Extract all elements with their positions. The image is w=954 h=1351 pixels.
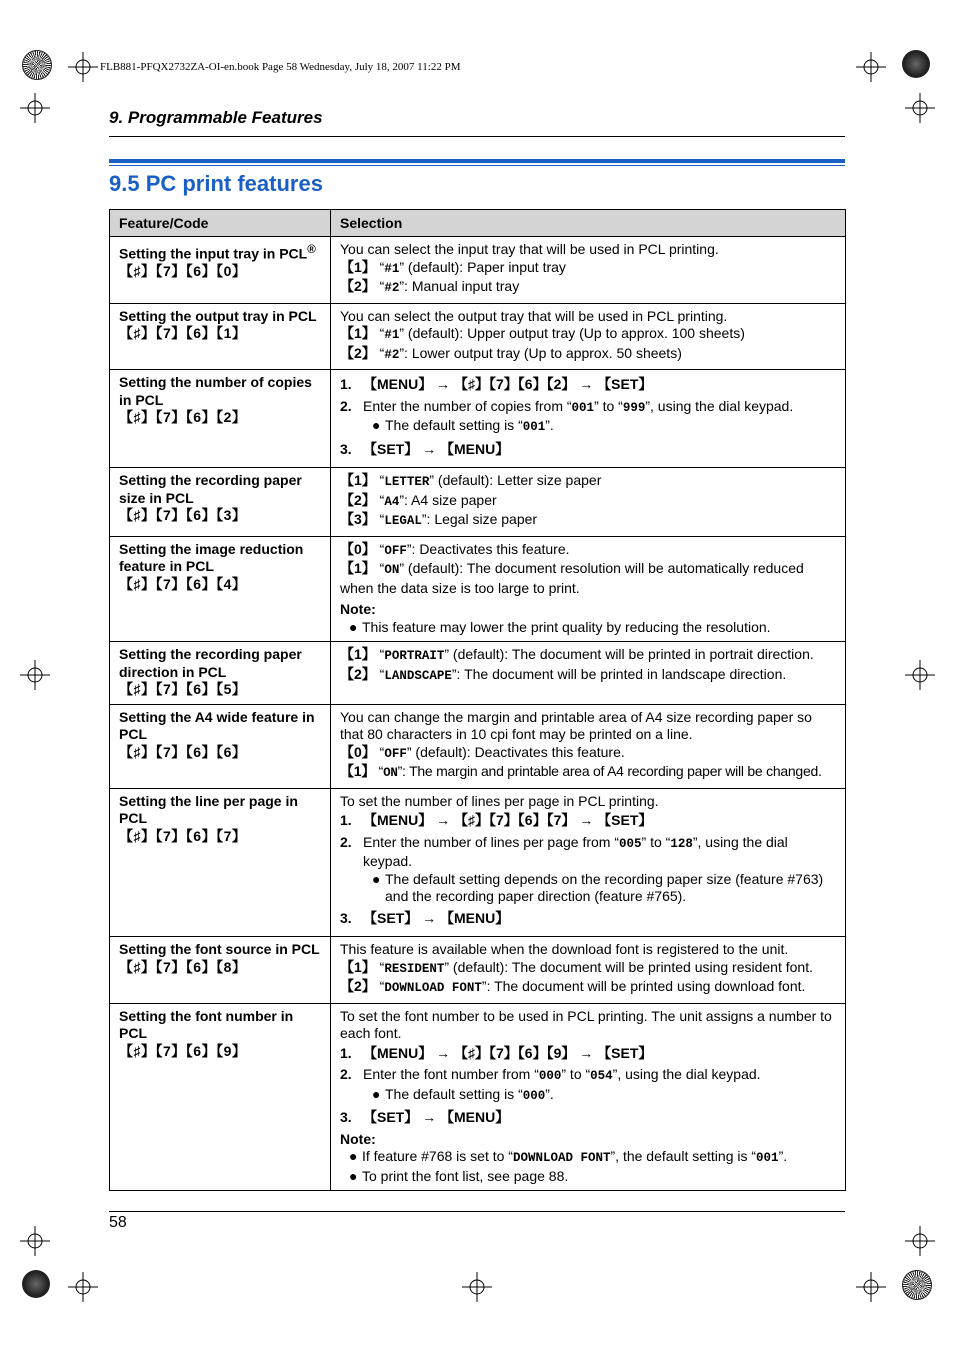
- step-list: [340, 812, 836, 927]
- registration-disc-icon: [902, 50, 930, 78]
- table-row: [110, 937, 846, 1004]
- option-line: 【0】 “OFF”: Deactivates this feature.: [340, 540, 570, 558]
- feature-code: 【♯】【7】【6】【6】: [119, 743, 247, 760]
- selection-cell: [331, 642, 846, 705]
- page-number: 58: [109, 1214, 127, 1231]
- section-title: 9.5 PC print features: [109, 171, 323, 196]
- option-line: 【2】 “DOWNLOAD FONT”: The document will be printed using download font.: [340, 978, 806, 995]
- feature-name: Setting the input tray in PCL: [119, 245, 308, 262]
- selection-cell: [331, 788, 846, 937]
- feature-cell: [110, 704, 331, 788]
- crosshair-mark-icon: [905, 1226, 935, 1256]
- option-line: 【3】 “LEGAL”: Legal size paper: [340, 511, 538, 528]
- selection-intro: This feature is available when the download font is registered to the unit.: [340, 941, 789, 957]
- bullet-icon: ●: [349, 1148, 358, 1164]
- feature-cell: [110, 937, 331, 1004]
- feature-cell: [110, 788, 331, 937]
- table-row: [110, 536, 846, 642]
- selection-cell: [331, 370, 846, 468]
- option-line: 【1】 “ON” (default): The document resolution will be automatically reduced when the data size is too large to print.: [340, 560, 804, 596]
- crosshair-mark-icon: [462, 1272, 492, 1302]
- section-bar: [109, 159, 845, 163]
- column-header-selection: Selection: [331, 210, 846, 237]
- step-item: 2. Enter the number of lines per page from “005” to “128”, using the dial keypad. ● The default setting depends on the recording paper size (feature #763) and the recording paper direction (feature #765).: [340, 834, 836, 906]
- step-item: 3. 【SET】 → 【MENU】: [340, 440, 510, 457]
- registration-disc-icon: [22, 50, 52, 80]
- feature-cell: [110, 237, 331, 304]
- crosshair-mark-icon: [68, 1272, 98, 1302]
- chapter-title: 9. Programmable Features: [109, 108, 323, 127]
- option-line: 【2】 “#2”: Lower output tray (Up to approx. 50 sheets): [340, 344, 682, 362]
- step-list: [340, 1045, 836, 1127]
- section-bar-thin: [109, 165, 845, 166]
- features-table: [109, 209, 846, 1191]
- arrow-right-icon: →: [436, 376, 451, 392]
- table-row: [110, 788, 846, 937]
- feature-name: Setting the recording paper direction in PCL: [119, 646, 302, 680]
- table-row: [110, 303, 846, 370]
- step-item: 2. Enter the font number from “000” to “054”, using the dial keypad. ● The default setting is “000”.: [340, 1066, 836, 1105]
- selection-cell: [331, 237, 846, 304]
- table-row: [110, 468, 846, 537]
- arrow-right-icon: →: [422, 909, 437, 926]
- step-list: [340, 376, 836, 458]
- feature-cell: [110, 1003, 331, 1191]
- selection-cell: [331, 937, 846, 1004]
- feature-code: 【♯】【7】【6】【7】: [119, 827, 247, 844]
- selection-cell: [331, 1003, 846, 1191]
- footer-rule: [109, 1211, 845, 1212]
- arrow-right-icon: →: [422, 440, 437, 457]
- arrow-right-icon: →: [579, 1044, 594, 1061]
- arrow-right-icon: →: [579, 376, 594, 392]
- table-row: [110, 237, 846, 304]
- option-line: 【1】 “LETTER” (default): Letter size paper: [340, 472, 602, 489]
- crosshair-mark-icon: [905, 93, 935, 123]
- crosshair-mark-icon: [905, 660, 935, 690]
- selection-intro: You can change the margin and printable area of A4 size recording paper so that 80 characters in 10 cpi font may be printed on a line.: [340, 708, 812, 742]
- arrow-right-icon: →: [436, 812, 451, 828]
- note-title: Note:: [340, 1130, 376, 1147]
- table-row: [110, 642, 846, 705]
- feature-code: 【♯】【7】【6】【8】: [119, 958, 247, 975]
- selection-intro: You can select the output tray that will be used in PCL printing.: [340, 307, 728, 324]
- table-row: [110, 704, 846, 788]
- option-line: 【2】 “#2”: Manual input tray: [340, 278, 520, 295]
- table-header-row: [110, 210, 846, 237]
- option-line: 【1】 “ON”: The margin and printable area of A4 recording paper will be changed.: [340, 763, 822, 780]
- table-row: [110, 1003, 846, 1191]
- feature-name: Setting the output tray in PCL: [119, 307, 317, 324]
- feature-code: 【♯】【7】【6】【3】: [119, 507, 247, 523]
- selection-cell: [331, 468, 846, 537]
- bullet-item: ● The default setting is “001”.: [372, 417, 554, 434]
- selection-intro: To set the font number to be used in PCL printing. The unit assigns a number to each font.: [340, 1007, 832, 1041]
- feature-cell: [110, 536, 331, 642]
- table-row: [110, 370, 846, 468]
- option-line: 【2】 “A4”: A4 size paper: [340, 491, 497, 509]
- feature-cell: [110, 303, 331, 370]
- crosshair-mark-icon: [20, 1226, 50, 1256]
- crosshair-mark-icon: [856, 52, 886, 82]
- option-line: 【2】 “LANDSCAPE”: The document will be printed in landscape direction.: [340, 665, 787, 683]
- bullet-icon: ●: [372, 1085, 381, 1102]
- step-item: 2. Enter the number of copies from “001” to “999”, using the dial keypad. ● The default setting is “001”.: [340, 398, 836, 437]
- selection-cell: [331, 536, 846, 642]
- feature-cell: [110, 468, 331, 537]
- feature-code: 【♯】【7】【6】【4】: [119, 575, 247, 592]
- feature-code: 【♯】【7】【6】【5】: [119, 681, 247, 697]
- step-item: 3. 【SET】 → 【MENU】: [340, 1109, 510, 1125]
- header-rule: [109, 136, 845, 137]
- selection-intro: You can select the input tray that will be used in PCL printing.: [340, 241, 719, 257]
- bullet-item: ● The default setting depends on the recording paper size (feature #763) and the recording paper direction (feature #765).: [372, 870, 824, 904]
- feature-cell: [110, 642, 331, 705]
- registration-disc-icon: [22, 1270, 50, 1298]
- bullet-icon: ●: [372, 870, 381, 887]
- feature-name: Setting the recording paper size in PCL: [119, 472, 302, 506]
- option-line: 【0】 “OFF” (default): Deactivates this feature.: [340, 743, 625, 761]
- arrow-right-icon: →: [436, 1044, 451, 1061]
- column-header-feature: Feature/Code: [110, 210, 331, 237]
- arrow-right-icon: →: [422, 1109, 437, 1125]
- note-item: ● To print the font list, see page 88.: [349, 1167, 569, 1184]
- feature-name: Setting the number of copies in PCL: [119, 374, 312, 408]
- note-item: ● This feature may lower the print quality by reducing the resolution.: [349, 618, 771, 635]
- feature-name: Setting the line per page in PCL: [119, 792, 298, 826]
- selection-intro: To set the number of lines per page in PCL printing.: [340, 792, 659, 809]
- bullet-icon: ●: [349, 618, 358, 635]
- crosshair-mark-icon: [20, 660, 50, 690]
- selection-cell: [331, 303, 846, 370]
- step-item: 1. 【MENU】 → 【♯】【7】【6】【7】 → 【SET】: [340, 812, 653, 828]
- feature-code: 【♯】【7】【6】【2】: [119, 409, 247, 425]
- feature-code: 【♯】【7】【6】【1】: [119, 325, 247, 341]
- crosshair-mark-icon: [856, 1272, 886, 1302]
- crosshair-mark-icon: [68, 52, 98, 82]
- print-slug: FLB881-PFQX2732ZA-OI-en.book Page 58 Wednesday, July 18, 2007 11:22 PM: [100, 61, 461, 73]
- option-line: 【1】 “PORTRAIT” (default): The document will be printed in portrait direction.: [340, 646, 814, 663]
- note-item: ● If feature #768 is set to “DOWNLOAD FONT”, the default setting is “001”.: [349, 1148, 788, 1165]
- feature-name: Setting the font source in PCL: [119, 941, 320, 957]
- option-line: 【1】 “#1” (default): Paper input tray: [340, 258, 566, 276]
- option-line: 【1】 “#1” (default): Upper output tray (Up to approx. 100 sheets): [340, 325, 745, 342]
- selection-cell: [331, 704, 846, 788]
- bullet-item: ● The default setting is “000”.: [372, 1085, 554, 1103]
- arrow-right-icon: →: [579, 812, 594, 828]
- step-item: 3. 【SET】 → 【MENU】: [340, 909, 510, 926]
- step-item: 1. 【MENU】 → 【♯】【7】【6】【9】 → 【SET】: [340, 1044, 653, 1061]
- feature-name: Setting the font number in PCL: [119, 1007, 294, 1041]
- option-line: 【1】 “RESIDENT” (default): The document will be printed using resident font.: [340, 958, 813, 976]
- feature-name: Setting the image reduction feature in PCL: [119, 540, 304, 574]
- feature-code: 【♯】【7】【6】【0】: [119, 263, 247, 280]
- bullet-icon: ●: [372, 417, 381, 433]
- registered-mark: ®: [307, 243, 316, 256]
- note-title: Note:: [340, 601, 376, 617]
- feature-code: 【♯】【7】【6】【9】: [119, 1042, 247, 1059]
- feature-name: Setting the A4 wide feature in PCL: [119, 708, 315, 742]
- step-item: 1. 【MENU】 → 【♯】【7】【6】【2】 → 【SET】: [340, 376, 653, 392]
- registration-disc-icon: [902, 1270, 932, 1300]
- feature-cell: [110, 370, 331, 468]
- bullet-icon: ●: [349, 1167, 358, 1184]
- crosshair-mark-icon: [20, 93, 50, 123]
